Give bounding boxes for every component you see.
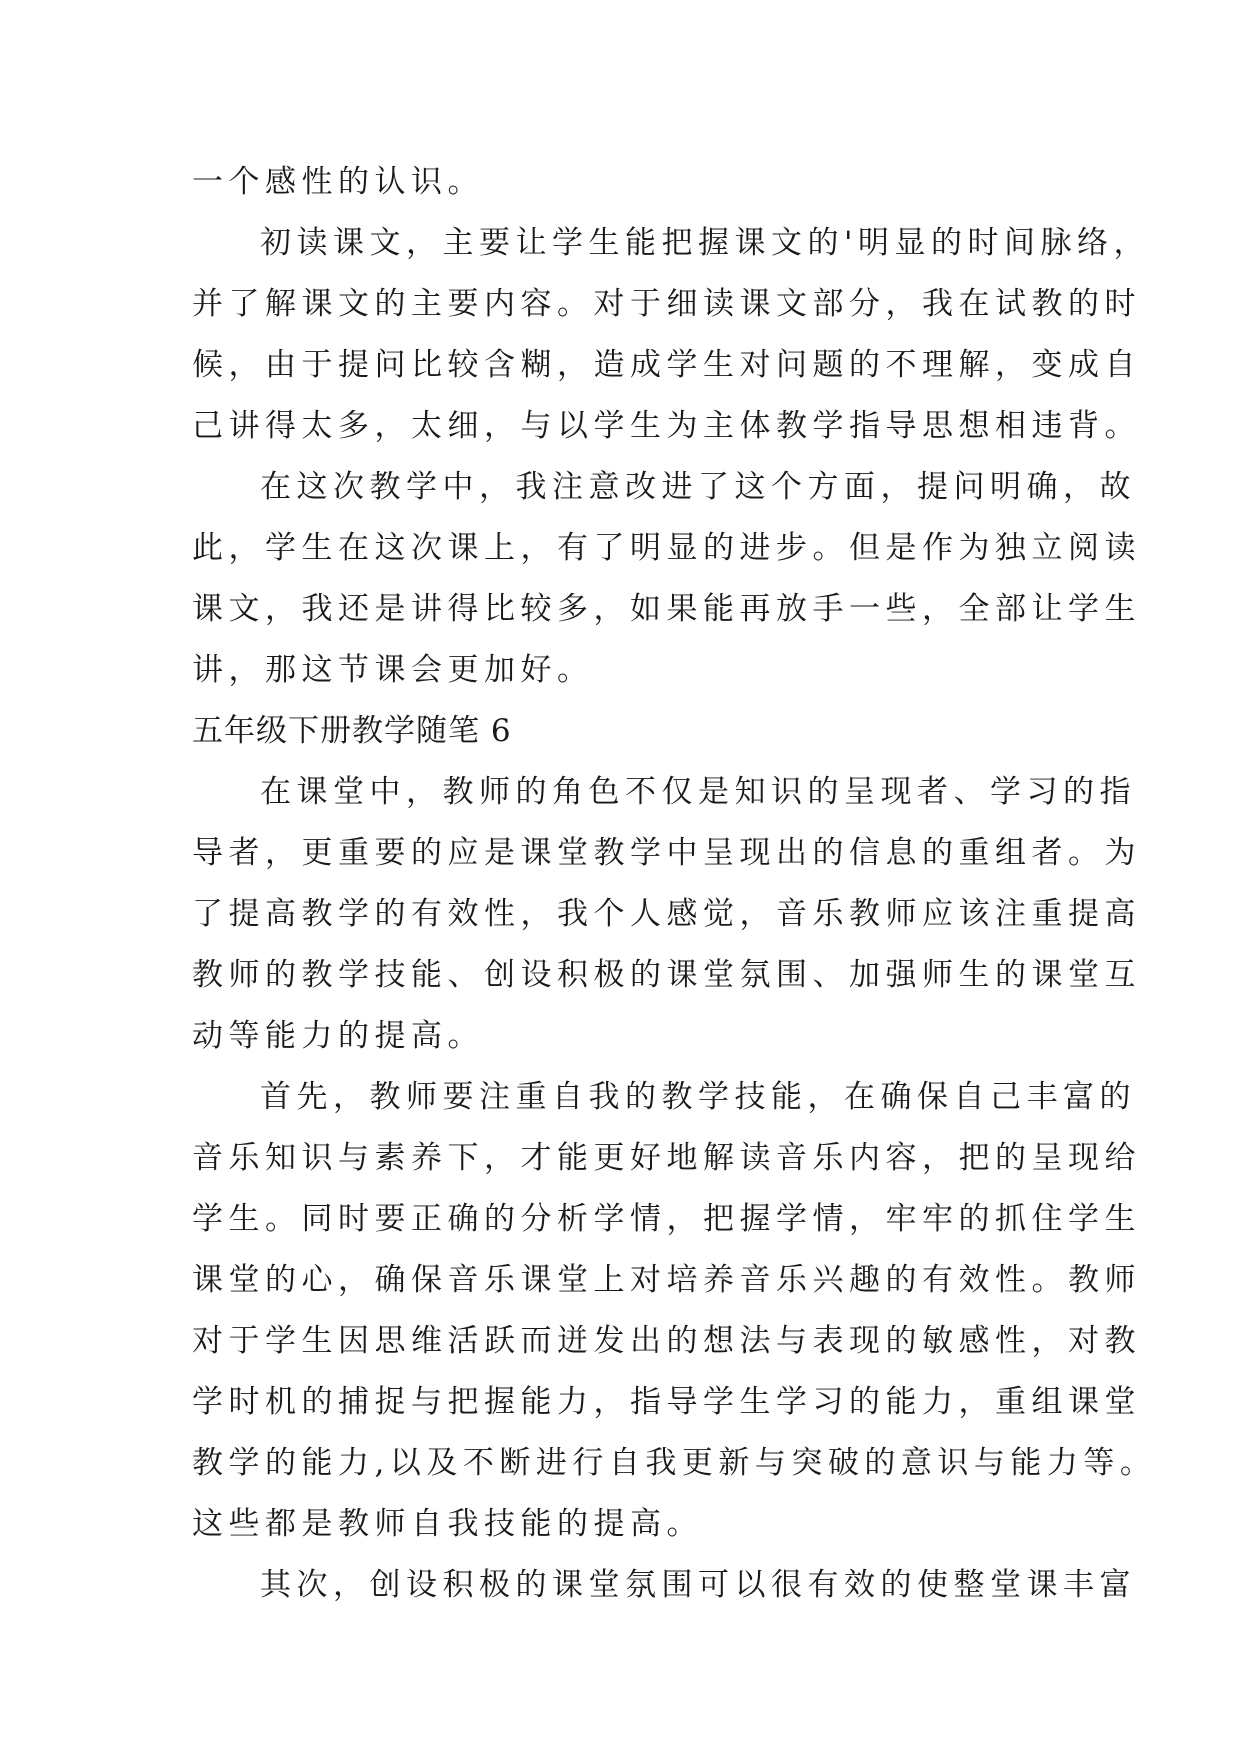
text-line: 初读课文，主要让学生能把握课文的'明显的时间脉络， <box>260 225 1151 261</box>
text-line: 动等能力的提高。 <box>192 1018 484 1054</box>
text-line: 教师的教学技能、创设积极的课堂氛围、加强师生的课堂互 <box>192 957 1141 993</box>
text-line: 音乐知识与素养下，才能更好地解读音乐内容，把的呈现给 <box>192 1140 1141 1176</box>
text-line: 己讲得太多，太细，与以学生为主体教学指导思想相违背。 <box>192 408 1141 444</box>
text-line: 讲，那这节课会更加好。 <box>192 652 594 688</box>
text-line: 候，由于提问比较含糊，造成学生对问题的不理解，变成自 <box>192 347 1141 383</box>
text-line: 学时机的捕捉与把握能力，指导学生学习的能力，重组课堂 <box>192 1384 1141 1420</box>
text-line: 在这次教学中，我注意改进了这个方面，提问明确，故 <box>260 469 1136 505</box>
section-heading: 五年级下册教学随笔 6 <box>192 713 512 749</box>
text-line: 课堂的心，确保音乐课堂上对培养音乐兴趣的有效性。教师 <box>192 1262 1141 1298</box>
document-page <box>192 152 1157 1616</box>
text-line: 并了解课文的主要内容。对于细读课文部分，我在试教的时 <box>192 286 1141 322</box>
text-line: 课文，我还是讲得比较多，如果能再放手一些，全部让学生 <box>192 591 1141 627</box>
text-line: 其次，创设积极的课堂氛围可以很有效的使整堂课丰富 <box>260 1567 1136 1603</box>
text-line: 了提高教学的有效性，我个人感觉，音乐教师应该注重提高 <box>192 896 1141 932</box>
text-line: 这些都是教师自我技能的提高。 <box>192 1506 703 1542</box>
text-line: 此，学生在这次课上，有了明显的进步。但是作为独立阅读 <box>192 530 1141 566</box>
text-line: 对于学生因思维活跃而迸发出的想法与表现的敏感性，对教 <box>192 1323 1141 1359</box>
text-line: 教学的能力,以及不断进行自我更新与突破的意识与能力等。 <box>192 1445 1157 1481</box>
text-line: 学生。同时要正确的分析学情，把握学情，牢牢的抓住学生 <box>192 1201 1141 1237</box>
text-line: 首先，教师要注重自我的教学技能，在确保自己丰富的 <box>260 1079 1136 1115</box>
text-line: 导者，更重要的应是课堂教学中呈现出的信息的重组者。为 <box>192 835 1141 871</box>
text-line: 在课堂中，教师的角色不仅是知识的呈现者、学习的指 <box>260 774 1136 810</box>
text-line: 一个感性的认识。 <box>192 164 484 200</box>
